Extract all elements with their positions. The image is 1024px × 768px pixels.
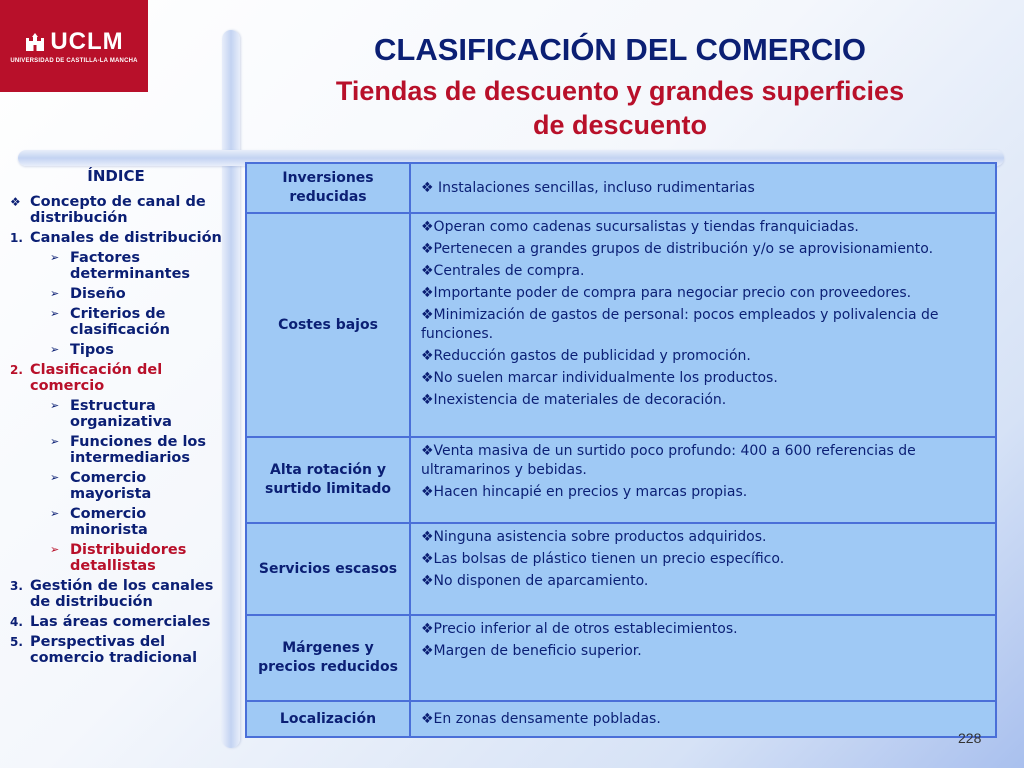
index-item-label: Concepto de canal de distribución — [30, 194, 206, 226]
features-table — [245, 162, 997, 738]
index-item-label: Comercio mayorista — [70, 470, 152, 502]
row-label: Márgenes y precios reducidos — [246, 615, 410, 701]
bullet-icon: ➢ — [50, 399, 60, 412]
bullet-point: ❖No disponen de aparcamiento. — [421, 573, 649, 589]
table-row — [246, 437, 996, 523]
bullet-icon: ➢ — [50, 543, 60, 556]
index-list — [10, 194, 222, 666]
table-row — [246, 163, 996, 213]
bullet-point: ❖Centrales de compra. — [421, 263, 585, 279]
row-content — [410, 437, 996, 523]
index-sidebar — [10, 168, 222, 670]
index-number: 5. — [10, 635, 23, 649]
bullet-icon: ➢ — [50, 471, 60, 484]
index-item-label: Estructura organizativa — [70, 398, 172, 430]
index-item-label: Comercio minorista — [70, 506, 148, 538]
bullet-point: ❖No suelen marcar individualmente los productos. — [421, 370, 778, 386]
table-row — [246, 213, 996, 437]
table-row — [246, 701, 996, 737]
index-item-label: Distribuidores detallistas — [70, 542, 187, 574]
bullet-point: ❖Las bolsas de plástico tienen un precio específico. — [421, 551, 785, 567]
bullet-icon: ➢ — [50, 251, 60, 264]
index-item[interactable] — [10, 506, 222, 538]
bullet-point: ❖En zonas densamente pobladas. — [421, 710, 661, 727]
decorative-vertical-bar — [222, 30, 240, 748]
row-content — [410, 213, 996, 437]
page-number: 228 — [958, 730, 982, 746]
index-heading: ÍNDICE — [87, 167, 145, 185]
bullet-point: ❖ Instalaciones sencillas, incluso rudimentarias — [421, 179, 755, 196]
index-item-label: Perspectivas del comercio tradicional — [30, 634, 198, 666]
bullet-point: ❖Hacen hincapié en precios y marcas propias. — [421, 484, 748, 500]
row-content — [410, 615, 996, 701]
index-item[interactable] — [10, 614, 222, 630]
bullet-point: ❖Inexistencia de materiales de decoración. — [421, 392, 727, 408]
logo-text: UCLM — [50, 28, 124, 55]
bullet-point: ❖Venta masiva de un surtido poco profundo: 400 a 600 referencias de ultramarinos y bebidas. — [421, 443, 916, 478]
index-item[interactable] — [10, 286, 222, 302]
bullet-point: ❖Precio inferior al de otros establecimientos. — [421, 621, 738, 637]
index-item[interactable] — [10, 306, 222, 338]
index-item[interactable] — [10, 578, 222, 610]
row-content — [410, 701, 996, 737]
index-item[interactable] — [10, 434, 222, 466]
row-content — [410, 523, 996, 615]
row-content — [410, 163, 996, 213]
bullet-point: ❖Minimización de gastos de personal: pocos empleados y polivalencia de funciones. — [421, 307, 939, 342]
bullet-point: ❖Margen de beneficio superior. — [421, 643, 642, 659]
bullet-icon: ❖ — [10, 195, 21, 209]
bullet-icon: ➢ — [50, 343, 60, 356]
index-item[interactable] — [10, 398, 222, 430]
subtitle-line-2: de descuento — [532, 110, 708, 140]
index-item-label: Diseño — [70, 286, 126, 302]
index-item-label: Factores determinantes — [70, 250, 191, 282]
index-item-label: Tipos — [70, 342, 114, 358]
table-row — [246, 615, 996, 701]
row-label: Localización — [246, 701, 410, 737]
bullet-point: ❖Operan como cadenas sucursalistas y tiendas franquiciadas. — [421, 219, 859, 235]
index-item[interactable] — [10, 362, 222, 394]
index-item[interactable] — [10, 194, 222, 226]
row-label: Inversiones reducidas — [246, 163, 410, 213]
bullet-icon: ➢ — [50, 435, 60, 448]
subtitle-line-1: Tiendas de descuento y grandes superficies — [335, 76, 905, 106]
index-item[interactable] — [10, 634, 222, 666]
index-item[interactable] — [10, 342, 222, 358]
bullet-icon: ➢ — [50, 287, 60, 300]
index-number: 2. — [10, 363, 23, 377]
index-item-label: Clasificación del comercio — [30, 362, 163, 394]
index-item-label: Gestión de los canales de distribución — [30, 578, 214, 610]
index-number: 3. — [10, 579, 23, 593]
bullet-point: ❖Pertenecen a grandes grupos de distribución y/o se aprovisionamiento. — [421, 241, 934, 257]
index-item[interactable] — [10, 250, 222, 282]
bullet-icon: ➢ — [50, 507, 60, 520]
table-row — [246, 523, 996, 615]
castle-icon — [24, 32, 46, 52]
index-number: 1. — [10, 231, 23, 245]
index-item-label: Canales de distribución — [30, 230, 222, 246]
index-number: 4. — [10, 615, 23, 629]
index-item-label: Las áreas comerciales — [30, 614, 211, 630]
index-item-label: Criterios de clasificación — [70, 306, 170, 338]
logo-subtitle: UNIVERSIDAD DE CASTILLA-LA MANCHA — [10, 58, 138, 64]
index-item-label: Funciones de los intermediarios — [70, 434, 207, 466]
row-label: Alta rotación y surtido limitado — [246, 437, 410, 523]
row-label: Servicios escasos — [246, 523, 410, 615]
page-title: CLASIFICACIÓN DEL COMERCIO — [374, 32, 866, 67]
index-item[interactable] — [10, 470, 222, 502]
page-subtitle — [250, 74, 990, 142]
index-item[interactable] — [10, 542, 222, 574]
bullet-icon: ➢ — [50, 307, 60, 320]
bullet-point: ❖Ninguna asistencia sobre productos adquiridos. — [421, 529, 767, 545]
bullet-point: ❖Importante poder de compra para negociar precio con proveedores. — [421, 285, 912, 301]
row-label: Costes bajos — [246, 213, 410, 437]
bullet-point: ❖Reducción gastos de publicidad y promoción. — [421, 348, 751, 364]
uclm-logo — [0, 0, 148, 92]
index-item[interactable] — [10, 230, 222, 246]
